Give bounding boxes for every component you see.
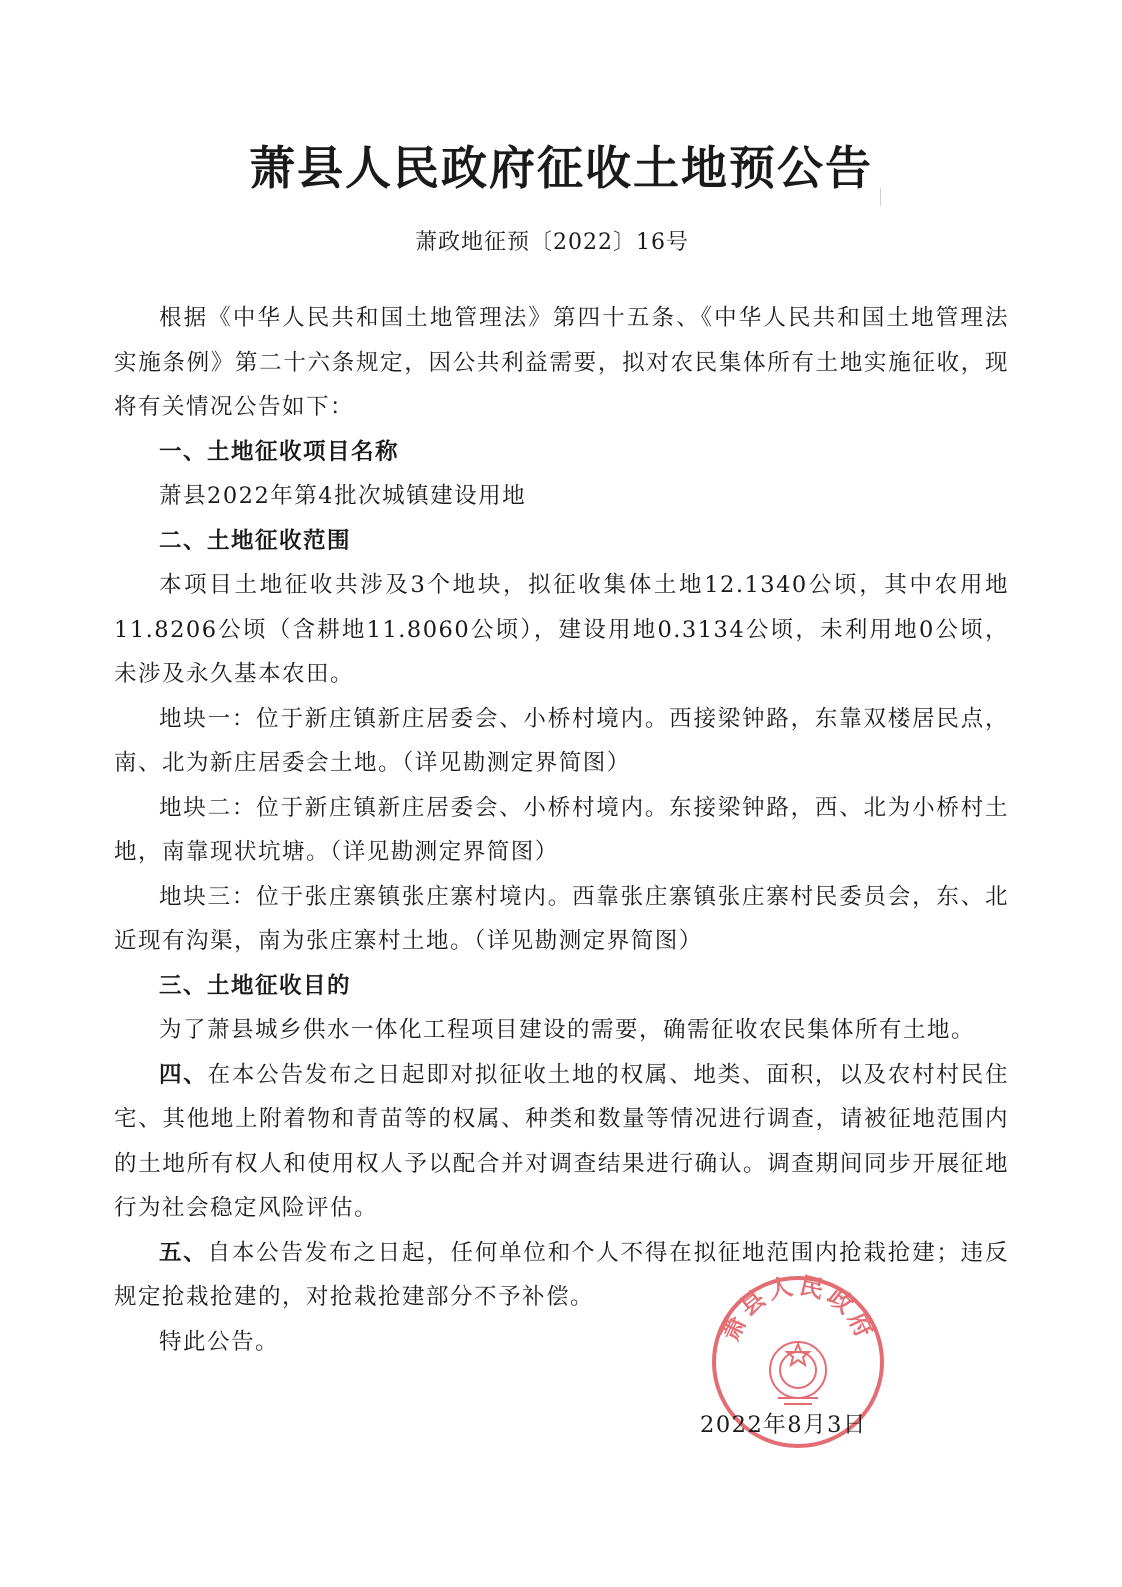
document-number: 萧政地征预〔2022〕16号 — [415, 230, 689, 255]
margin-mark — [880, 188, 881, 206]
plot-paragraph: 地块一：位于新庄镇新庄居委会、小桥村境内。西接梁钟路，东靠双楼居民点，南、北为新庄居委会土地。（详见勘测定界简图） — [114, 705, 1009, 776]
section-lead: 四、 — [159, 1061, 208, 1088]
closing-paragraph: 特此公告。 — [159, 1328, 280, 1355]
section-text: 自本公告发布之日起，任何单位和个人不得在拟征地范围内抢栽抢建；违反规定抢栽抢建的，对抢栽抢建部分不予补偿。 — [114, 1239, 1009, 1310]
section-heading: 二、土地征收范围 — [159, 527, 352, 554]
issue-date: 2022年8月3日 — [700, 1412, 867, 1438]
plot-paragraph: 地块二：位于新庄镇新庄居委会、小桥村境内。东接梁钟路，西、北为小桥村土地，南靠现状坑塘。（详见勘测定界简图） — [114, 794, 1009, 865]
section-paragraph: 为了萧县城乡供水一体化工程项目建设的需要，确需征收农民集体所有土地。 — [159, 1017, 976, 1043]
document-title: 萧县人民政府征收土地预公告 — [249, 141, 873, 195]
seal-text: 萧县人民政府 — [716, 1272, 880, 1346]
section-lead: 五、 — [159, 1239, 208, 1266]
section-text: 在本公告发布之日起即对拟征收土地的权属、地类、面积，以及农村村民住宅、其他地上附着物和青苗等的权属、种类和数量等情况进行调查，请被征地范围内的土地所有权人和使用权人予以配合并对调查结果进行确认。调查期间同步开展征地行为社会稳定风险评估。 — [114, 1061, 1009, 1221]
section-paragraph — [114, 1053, 1009, 1231]
section-heading: 三、土地征收目的 — [159, 972, 352, 999]
document-body — [114, 296, 1009, 1364]
svg-text:萧县人民政府 — [716, 1272, 880, 1345]
intro-paragraph: 根据《中华人民共和国土地管理法》第四十五条、《中华人民共和国土地管理法实施条例》第二十六条规定，因公共利益需要，拟对农民集体所有土地实施征收，现将有关情况公告如下： — [114, 305, 1009, 420]
section-paragraph: 本项目土地征收共涉及3个地块，拟征收集体土地12.1340公顷，其中农用地11.8206公顷（含耕地11.8060公顷），建设用地0.3134公顷，未利用地0公顷，未涉及永久基本农田。 — [114, 572, 1009, 687]
section-paragraph: 萧县2022年第4批次城镇建设用地 — [159, 483, 527, 509]
section-heading: 一、土地征收项目名称 — [159, 438, 400, 465]
plot-paragraph: 地块三：位于张庄寨镇张庄寨村境内。西靠张庄寨镇张庄寨村民委员会，东、北近现有沟渠，南为张庄寨村土地。（详见勘测定界简图） — [114, 883, 1009, 954]
